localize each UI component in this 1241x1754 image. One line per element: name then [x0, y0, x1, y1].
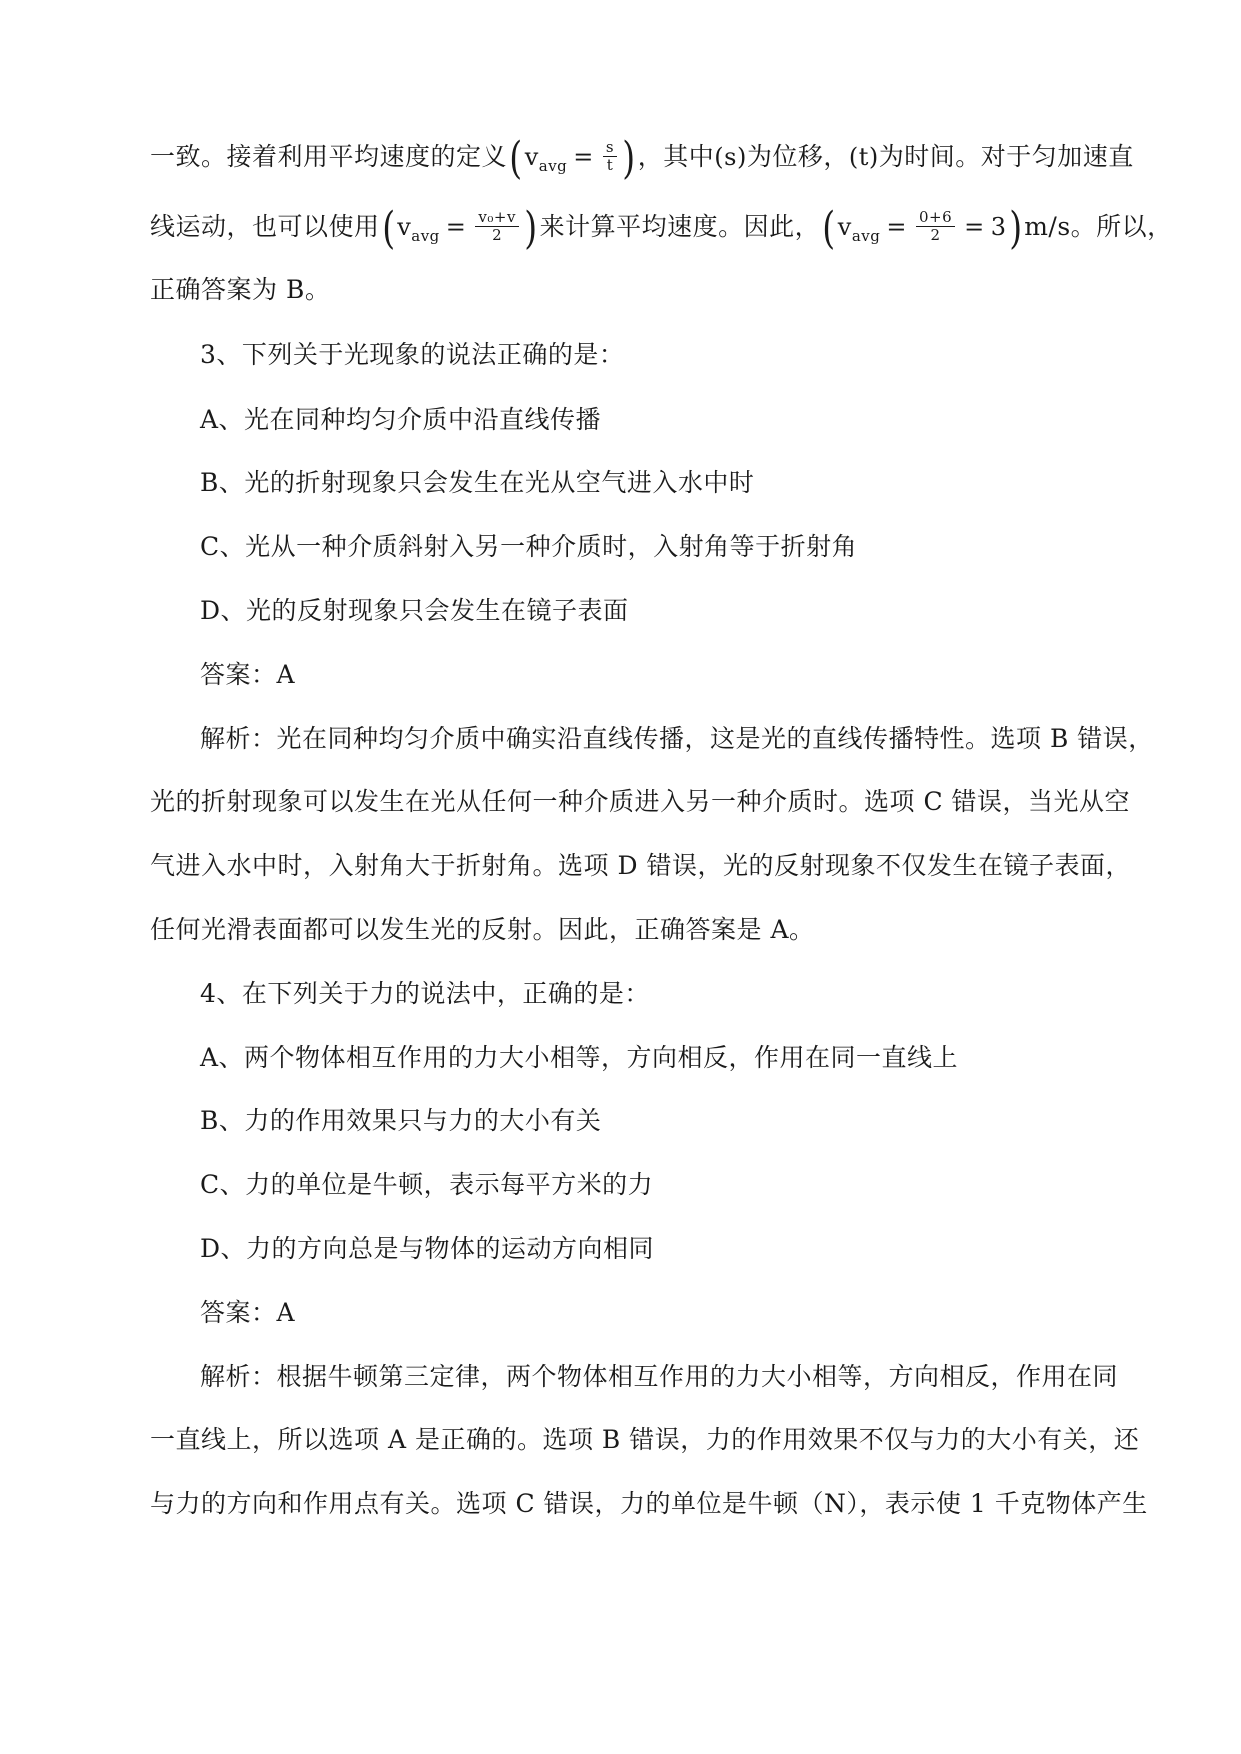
text-span: 一致。接着利用平均速度的定义 [150, 142, 508, 171]
text-span: m/s。所以， [1024, 212, 1173, 241]
option-b: B、力的作用效果只与力的大小有关 [200, 1106, 602, 1135]
text-span: 为位移， [746, 142, 849, 171]
math-expression [397, 208, 522, 245]
math-expression [837, 208, 1007, 245]
math-var: v [837, 213, 852, 241]
fraction-numerator: 0+6 [916, 209, 955, 227]
explanation-line: 气进入水中时，入射角大于折射角。选项 D 错误，光的反射现象不仅发生在镜子表面， [150, 851, 1131, 880]
right-paren: ) [524, 203, 538, 254]
left-paren: ( [509, 133, 523, 184]
text-span: 线运动，也可以使用 [150, 212, 380, 241]
fraction-denominator: 2 [930, 226, 941, 244]
answer-line: 答案：A [200, 660, 296, 689]
math-fraction [603, 139, 617, 174]
text-span: 为时间。对于匀加速直 [878, 142, 1134, 171]
right-paren: ) [622, 133, 636, 184]
explanation-line: 任何光滑表面都可以发生光的反射。因此，正确答案是 A。 [150, 915, 815, 944]
answer-line: 答案：A [200, 1298, 296, 1327]
math-result: 3 [990, 213, 1007, 241]
option-d: D、力的方向总是与物体的运动方向相同 [200, 1234, 655, 1263]
fraction-denominator: t [606, 156, 614, 174]
option-a: A、光在同种均匀介质中沿直线传播 [200, 405, 602, 434]
option-d: D、光的反射现象只会发生在镜子表面 [200, 596, 629, 625]
option-c: C、光从一种介质斜射入另一种介质时，入射角等于折射角 [200, 532, 858, 561]
paragraph-line: 正确答案为 B。 [150, 275, 331, 304]
math-equals: = [964, 213, 985, 241]
left-paren: ( [381, 203, 395, 254]
math-expression [524, 138, 620, 175]
math-fraction [475, 209, 519, 244]
text-span: 来计算平均速度。因此， [539, 212, 821, 241]
fraction-numerator: s [603, 139, 617, 157]
explanation-line: 解析：根据牛顿第三定律，两个物体相互作用的力大小相等，方向相反，作用在同 [200, 1362, 1119, 1391]
math-var: v [524, 143, 539, 171]
question-title: 4、在下列关于力的说法中，正确的是： [200, 979, 650, 1008]
fraction-denominator: 2 [492, 226, 503, 244]
explanation-line: 与力的方向和作用点有关。选项 C 错误，力的单位是牛顿（N），表示使 1 千克物体产生 [150, 1489, 1148, 1518]
math-fraction [916, 209, 955, 244]
math-inline: (s) [714, 143, 747, 171]
option-a: A、两个物体相互作用的力大小相等，方向相反，作用在同一直线上 [200, 1043, 959, 1072]
paragraph-line [150, 133, 1134, 184]
math-subscript: avg [538, 157, 568, 175]
right-paren: ) [1008, 203, 1022, 254]
left-paren: ( [822, 203, 836, 254]
fraction-numerator: v₀+v [475, 209, 519, 227]
question-title: 3、下列关于光现象的说法正确的是： [200, 340, 625, 369]
math-equals: = [573, 143, 594, 171]
explanation-line: 解析：光在同种均匀介质中确实沿直线传播，这是光的直线传播特性。选项 B 错误， [200, 724, 1154, 753]
explanation-line: 光的折射现象可以发生在光从任何一种介质进入另一种介质时。选项 C 错误，当光从空 [150, 787, 1131, 816]
explanation-line: 一直线上，所以选项 A 是正确的。选项 B 错误，力的作用效果不仅与力的大小有关，还 [150, 1425, 1140, 1454]
math-var: v [397, 213, 412, 241]
math-equals: = [886, 213, 907, 241]
option-b: B、光的折射现象只会发生在光从空气进入水中时 [200, 468, 755, 497]
math-inline: (t) [848, 143, 879, 171]
math-subscript: avg [851, 227, 881, 245]
paragraph-line [150, 203, 1173, 254]
math-equals: = [445, 213, 467, 241]
math-subscript: avg [411, 227, 440, 245]
text-span: ，其中 [637, 142, 715, 171]
option-c: C、力的单位是牛顿，表示每平方米的力 [200, 1170, 654, 1199]
